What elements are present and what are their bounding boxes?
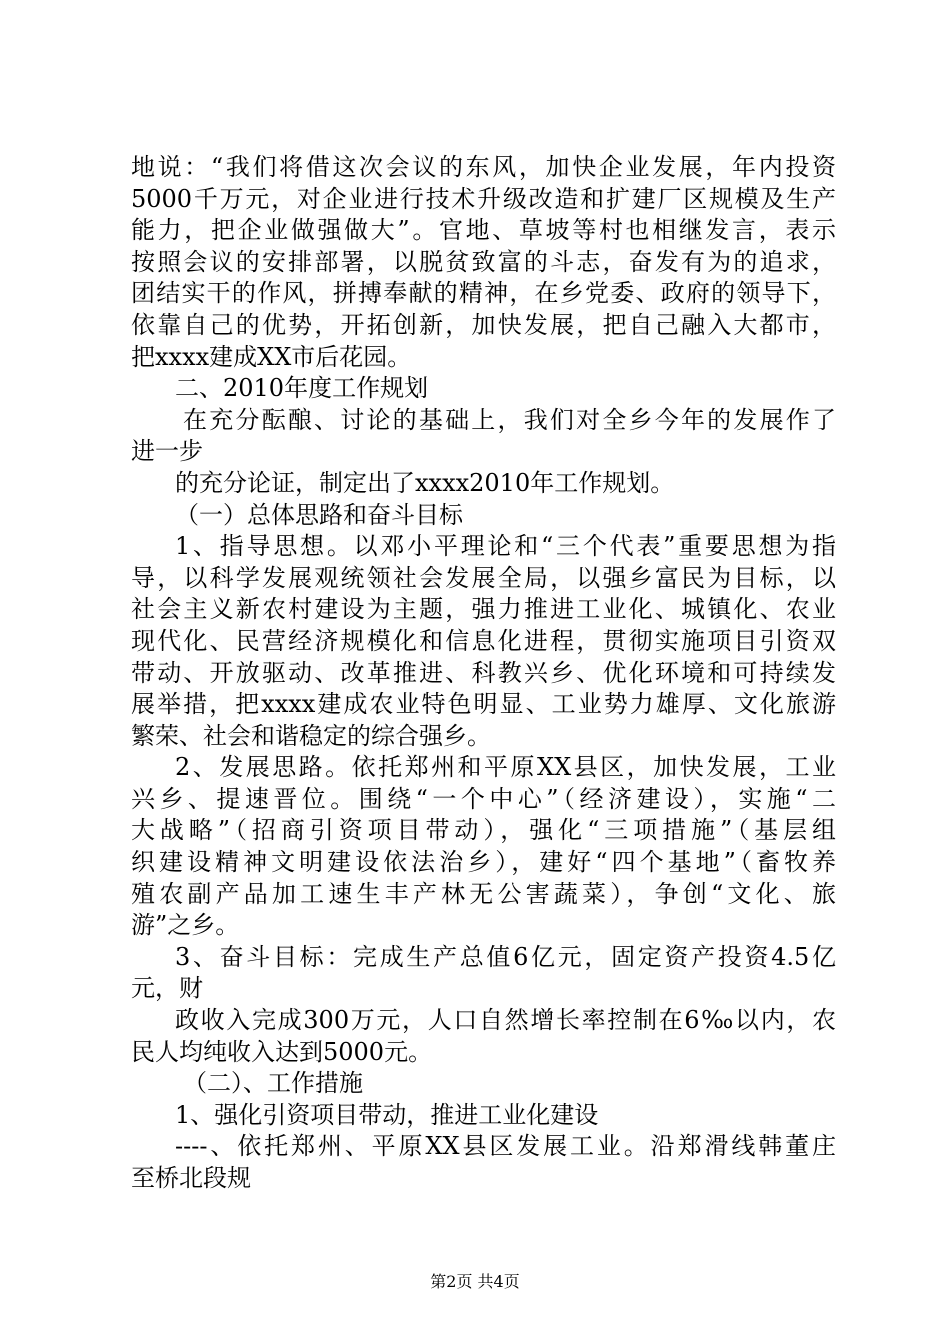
text-line: 依靠自己的优势，开拓创新，加快发展，把自己融入大都市， [131,310,836,339]
text-line: 1、指导思想。以邓小平理论和“三个代表”重要思想为指 [175,532,836,561]
text-line: 大战略”（招商引资项目带动），强化“三项措施”（基层组 [131,816,836,845]
text-line: 能力，把企业做强做大”。官地、草坡等村也相继发言，表示 [131,216,836,245]
text-line: 在充分酝酿、讨论的基础上，我们对全乡今年的发展作了 [183,405,836,434]
text-line: 团结实干的作风，拼搏奉献的精神，在乡党委、政府的领导下， [131,279,836,308]
text-line: 展举措，把xxxx建成农业特色明显、工业势力雄厚、文化旅游 [131,690,836,719]
text-line: 兴乡、提速晋位。围绕“一个中心”（经济建设），实施“二 [131,784,836,813]
paragraph-plan-intro [131,405,836,468]
paragraph-development-ideas [131,752,836,942]
page-number-label: 第2页 共4页 [430,1272,520,1291]
paragraph-goals-part1 [131,942,836,1005]
text-line: 社会主义新农村建设为主题，强力推进工业化、城镇化、农业 [131,595,836,624]
text-line: 织建设精神文明建设依法治乡），建好“四个基地”（畜牧养 [131,848,836,877]
text-line: 进一步 [131,437,203,466]
text-line: ----、依托郑州、平原XX县区发展工业。沿郑滑线韩董庄 [175,1132,836,1161]
subheading-overall-goals [131,500,836,532]
text-line: 殖农副产品加工速生丰产林无公害蔬菜），争创“文化、旅 [131,879,836,908]
text-line: 按照会议的安排部署，以脱贫致富的斗志，奋发有为的追求， [131,247,836,276]
subsection-heading: （一）总体思路和奋斗目标 [175,500,463,529]
text-line: 民人均纯收入达到5000元。 [131,1037,433,1066]
text-line: 至桥北段规 [131,1164,251,1192]
text-line: 元，财 [131,974,203,1003]
subheading-work-measures [131,1068,836,1100]
paragraph-guiding-ideology [131,531,836,752]
text-line: 游”之乡。 [131,911,240,940]
paragraph-industry-development [131,1131,836,1194]
text-line: 2、发展思路。依托郑州和平原XX县区，加快发展，工业 [175,753,836,782]
paragraph-intro-speech [131,152,836,373]
text-line: 的充分论证，制定出了xxxx2010年工作规划。 [175,468,675,497]
text-line: 导，以科学发展观统领社会发展全局，以强乡富民为目标，以 [131,563,836,592]
text-line: 1、强化引资项目带动，推进工业化建设 [175,1100,599,1129]
paragraph-plan-conclusion [131,468,836,500]
text-line: 政收入完成300万元，人口自然增长率控制在6‰以内，农 [175,1006,836,1035]
text-line: 把xxxx建成XX市后花园。 [131,342,412,371]
text-line: 带动、开放驱动、改革推进、科教兴乡、优化环境和可持续发 [131,658,836,687]
section-heading: 二、2010年度工作规划 [175,374,429,403]
paragraph-goals-part2 [131,1005,836,1068]
text-line: 繁荣、社会和谐稳定的综合强乡。 [131,721,491,750]
item-investment-projects [131,1100,836,1132]
text-line: 3、奋斗目标：完成生产总值6亿元，固定资产投资4.5亿 [175,942,836,971]
document-body [131,152,836,1195]
text-line: 5000千万元，对企业进行技术升级改造和扩建厂区规模及生产 [131,184,836,213]
page-footer [0,1272,950,1292]
text-line: 现代化、民营经济规模化和信息化进程，贯彻实施项目引资双 [131,626,836,655]
text-line: 地说：“我们将借这次会议的东风，加快企业发展，年内投资 [131,153,836,181]
subsection-heading: （二）、工作措施 [183,1069,363,1098]
section-heading-2010-plan [131,373,836,405]
